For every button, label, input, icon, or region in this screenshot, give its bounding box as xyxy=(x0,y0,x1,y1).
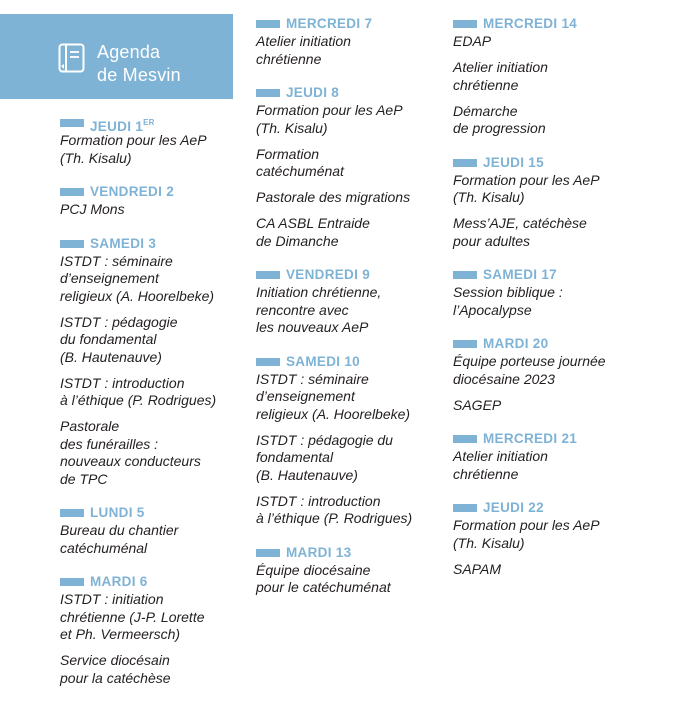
day-heading xyxy=(453,267,685,283)
agenda-event: Mess’AJE, catéchèse pour adultes xyxy=(453,215,587,249)
heading-bar-marker xyxy=(453,159,477,167)
agenda-event: Atelier initiation chrétienne xyxy=(453,59,548,93)
heading-bar-marker xyxy=(60,509,84,517)
day-label: SAMEDI 3 xyxy=(90,235,157,251)
day-label: SAMEDI 17 xyxy=(483,267,557,282)
day-label: MERCREDI 14 xyxy=(483,16,578,31)
heading-bar-marker xyxy=(453,504,477,512)
agenda-event: ISTDT : séminaire d’enseignement religieux (A. Hoorelbeke) xyxy=(60,252,215,304)
agenda-day xyxy=(453,267,685,319)
heading-bar-marker xyxy=(256,549,280,557)
day-heading xyxy=(453,431,685,447)
agenda-event: ISTDT : introduction à l’éthique (P. Rodrigues) xyxy=(60,374,217,408)
day-label: VENDREDI 2 xyxy=(90,184,175,199)
agenda-event: SAGEP xyxy=(453,396,502,413)
agenda-event: Session biblique : l’Apocalypse xyxy=(453,284,563,318)
agenda-event: Formation pour les AeP (Th. Kisalu) xyxy=(60,132,207,166)
agenda-event: Démarche de progression xyxy=(453,102,546,136)
agenda-event: PCJ Mons xyxy=(60,201,125,217)
agenda-event: Bureau du chantier catéchuménal xyxy=(60,522,179,556)
agenda-day xyxy=(453,16,685,138)
agenda-day xyxy=(453,155,685,251)
day-label: JEUDI 15 xyxy=(483,154,544,170)
agenda-title xyxy=(97,41,181,87)
day-label: MARDI 13 xyxy=(286,544,352,560)
heading-bar-marker xyxy=(256,358,280,366)
agenda-event: Service diocésain pour la catéchèse xyxy=(60,652,171,686)
heading-bar-marker xyxy=(256,89,280,97)
heading-bar-marker xyxy=(256,20,280,28)
agenda-header xyxy=(0,14,233,99)
day-label: JEUDI 8 xyxy=(286,85,340,100)
day-label: LUNDI 5 xyxy=(90,505,145,520)
day-ordinal-suffix: ER xyxy=(143,118,155,127)
agenda-event: ISTDT : pédagogie du fondamental (B. Hautenauve) xyxy=(60,313,178,365)
heading-bar-marker xyxy=(453,340,477,348)
agenda-event: Formation catéchuménat xyxy=(256,145,344,179)
agenda-event: ISTDT : initiation chrétienne (J-P. Lorette et Ph. Vermeersch) xyxy=(60,591,205,642)
agenda-column-3 xyxy=(453,16,685,578)
day-label: JEUDI 22 xyxy=(483,500,544,515)
agenda-event: Formation pour les AeP (Th. Kisalu) xyxy=(256,102,403,136)
day-label: SAMEDI 10 xyxy=(286,353,360,369)
day-heading xyxy=(453,336,685,352)
day-label: MERCREDI 21 xyxy=(483,431,578,446)
agenda-event: Équipe diocésaine pour le catéchuménat xyxy=(256,561,391,595)
agenda-event: SAPAM xyxy=(453,560,501,577)
day-heading xyxy=(453,16,685,32)
day-label: MERCREDI 7 xyxy=(286,16,373,31)
agenda-day xyxy=(453,336,685,414)
heading-bar-marker xyxy=(60,188,84,196)
agenda-title-line2: de Mesvin xyxy=(97,65,181,85)
heading-bar-marker xyxy=(60,578,84,586)
heading-bar-marker xyxy=(453,20,477,28)
heading-bar-marker xyxy=(60,119,84,127)
book-icon xyxy=(58,43,86,73)
agenda-event: Pastorale des migrations xyxy=(256,189,411,205)
agenda-event: ISTDT : séminaire d’enseignement religieux (A. Hoorelbeke) xyxy=(256,370,411,422)
agenda-event: EDAP xyxy=(453,33,492,49)
heading-bar-marker xyxy=(453,271,477,279)
agenda-day xyxy=(453,500,685,578)
agenda-event: Pastorale des funérailles : nouveaux conducteurs de TPC xyxy=(60,418,201,487)
day-heading xyxy=(453,500,685,516)
agenda-event: Atelier initiation chrétienne xyxy=(453,448,548,482)
agenda-event: Formation pour les AeP (Th. Kisalu) xyxy=(453,171,600,205)
agenda-event: Initiation chrétienne, rencontre avec les nouveaux AeP xyxy=(256,284,382,335)
agenda-day xyxy=(453,431,685,483)
agenda-event: CA ASBL Entraide de Dimanche xyxy=(256,215,370,249)
heading-bar-marker xyxy=(453,435,477,443)
day-label: VENDREDI 9 xyxy=(286,267,371,282)
day-label: JEUDI 1 xyxy=(90,119,144,134)
day-label: MARDI 20 xyxy=(483,336,549,351)
day-label: MARDI 6 xyxy=(90,574,148,589)
agenda-event: ISTDT : introduction à l’éthique (P. Rodrigues) xyxy=(256,492,413,526)
agenda-event: ISTDT : pédagogie du fondamental (B. Hautenauve) xyxy=(256,431,393,483)
heading-bar-marker xyxy=(256,271,280,279)
day-heading xyxy=(453,155,685,171)
agenda-event: Atelier initiation chrétienne xyxy=(256,33,351,67)
agenda-event: Formation pour les AeP (Th. Kisalu) xyxy=(453,517,600,551)
heading-bar-marker xyxy=(60,240,84,248)
agenda-title-line1: Agenda xyxy=(97,42,161,62)
agenda-event: Équipe porteuse journée diocésaine 2023 xyxy=(453,353,606,387)
